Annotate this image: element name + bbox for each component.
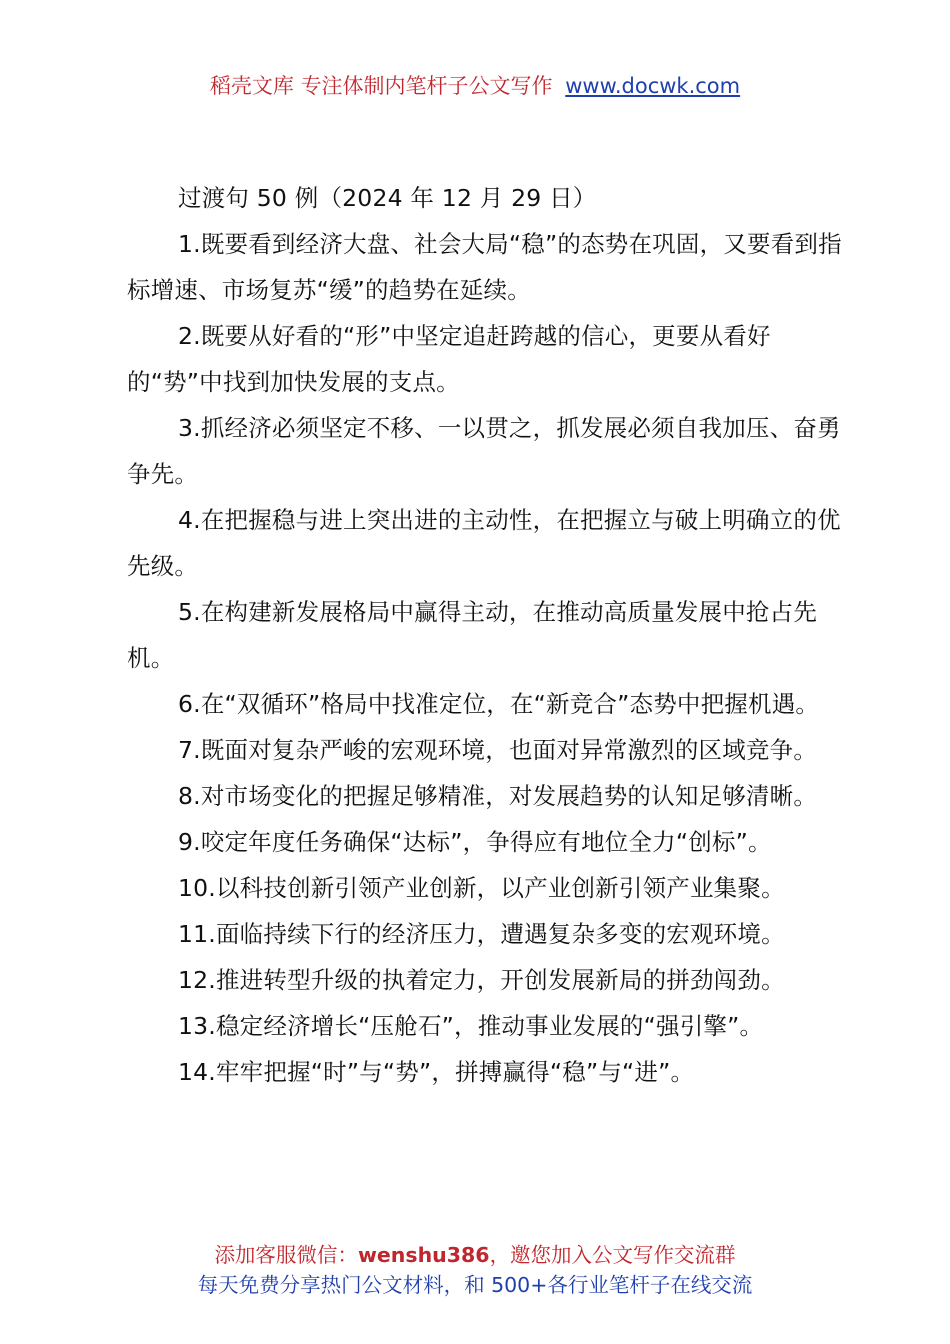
wechat-id: wenshu386 <box>357 1243 490 1267</box>
document-title: 过渡句 50 例（2024 年 12 月 29 日） <box>178 184 597 212</box>
list-item: 14.牢牢把握“时”与“势”，拼搏赢得“稳”与“进”。 <box>178 1058 695 1086</box>
site-slogan: 专注体制内笔杆子公文写作 <box>300 74 553 98</box>
list-item: 5.在构建新发展格局中赢得主动，在推动高质量发展中抢占先机。 <box>127 598 818 672</box>
list-item: 10.以科技创新引领产业创新，以产业创新引领产业集聚。 <box>178 874 785 902</box>
footer-wechat-line <box>0 1240 950 1270</box>
site-link[interactable]: www.docwk.com <box>565 74 741 98</box>
footer-wechat-suffix: ，邀您加入公文写作交流群 <box>489 1243 736 1267</box>
site-name: 稻壳文库 <box>209 74 294 98</box>
list-item: 8.对市场变化的把握足够精准，对发展趋势的认知足够清晰。 <box>178 782 818 810</box>
list-item: 13.稳定经济增长“压舱石”，推动事业发展的“强引擎”。 <box>178 1012 764 1040</box>
page-header <box>0 70 950 100</box>
list-item: 2.既要从好看的“形”中坚定追赶跨越的信心，更要从看好的“势”中找到加快发展的支点。 <box>127 322 771 396</box>
footer-wechat-prefix: 添加客服微信： <box>214 1243 358 1267</box>
footer-share-line: 每天免费分享热门公文材料，和 500+各行业笔杆子在线交流 <box>197 1273 753 1297</box>
list-item: 3.抓经济必须坚定不移、一以贯之，抓发展必须自我加压、奋勇争先。 <box>127 414 841 488</box>
list-item: 11.面临持续下行的经济压力，遭遇复杂多变的宏观环境。 <box>178 920 785 948</box>
document-body <box>127 175 847 1095</box>
page-footer <box>0 1240 950 1300</box>
list-item: 12.推进转型升级的执着定力，开创发展新局的拼劲闯劲。 <box>178 966 785 994</box>
list-item: 6.在“双循环”格局中找准定位，在“新竞合”态势中把握机遇。 <box>178 690 820 718</box>
list-item: 1.既要看到经济大盘、社会大局“稳”的态势在巩固，又要看到指标增速、市场复苏“缓”的趋势在延续。 <box>127 230 842 304</box>
list-item: 7.既面对复杂严峻的宏观环境，也面对异常激烈的区域竞争。 <box>178 736 818 764</box>
list-item: 4.在把握稳与进上突出进的主动性，在把握立与破上明确立的优先级。 <box>127 506 841 580</box>
list-item: 9.咬定年度任务确保“达标”，争得应有地位全力“创标”。 <box>178 828 772 856</box>
